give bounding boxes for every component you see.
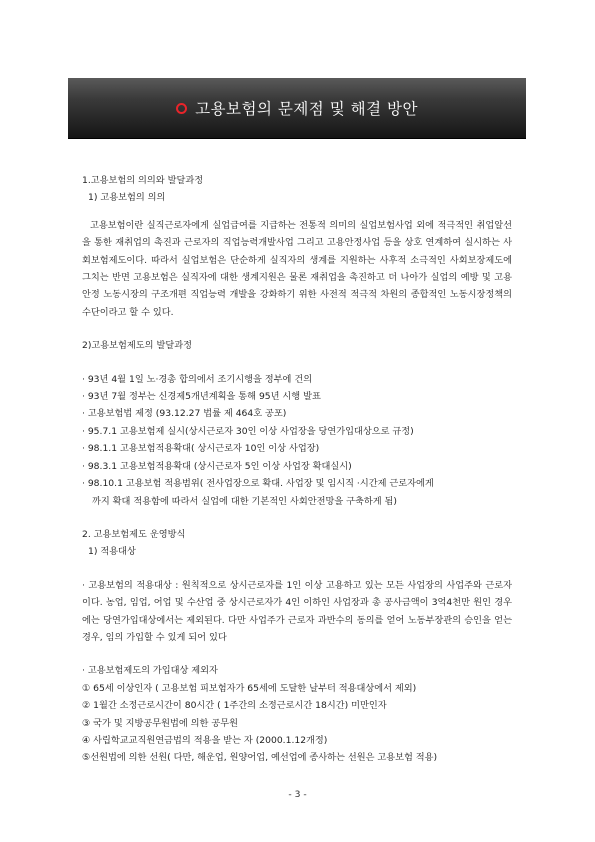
exclusion-list	[82, 680, 512, 767]
title-banner	[68, 78, 526, 139]
history-item: · 93년 7월 정부는 신경제5개년계획을 통해 95년 시행 발표	[82, 391, 321, 403]
spacer	[82, 207, 512, 217]
exclusion-item: ② 1월간 소정근로시간이 80시간 ( 1주간의 소정근로시간 18시간) 미만인자	[82, 700, 387, 712]
history-item: · 98.10.1 고용보험 적용범위( 전사업장으로 확대. 사업장 및 임시직 ·시간제 근로자에게	[82, 478, 434, 490]
history-item: · 98.3.1 고용보험적용확대 (상시근로자 5인 이상 사업장 확대실시)	[82, 460, 352, 472]
section1-heading: 1.고용보험의 의의와 발달과정	[82, 175, 204, 186]
history-item: · 93년 4월 1일 노·경총 합의에서 조기시행을 정부에 건의	[82, 373, 313, 385]
exclusion-item: ④ 사립학교교직원연금법의 적용을 받는 자 (2000.1.12개정)	[82, 734, 328, 746]
exclusion-item: ③ 국가 및 지방공무원법에 의한 공무원	[82, 717, 238, 729]
page-number: - 3 -	[288, 789, 307, 800]
spacer	[82, 646, 512, 662]
history-item: · 고용보험법 제정 (93.12.27 법률 제 464호 공포)	[82, 408, 287, 420]
section2-sub1-heading: 1) 적용대상	[88, 546, 136, 558]
spacer	[82, 561, 512, 577]
spacer	[82, 321, 512, 337]
spacer	[82, 355, 512, 371]
title-banner-inner	[176, 97, 418, 119]
circle-bullet-icon	[176, 103, 187, 114]
document-body	[82, 172, 512, 767]
exclusion-item: ① 65세 이상인자 ( 고용보험 피보험자가 65세에 도달한 날부터 적용대상에서 제외)	[82, 682, 417, 694]
history-item: · 98.1.1 고용보험적용확대( 상시근로자 10인 이상 사업장)	[82, 443, 320, 455]
section1-definition-paragraph: 고용보험이란 실직근로자에게 실업급여를 지급하는 전통적 의미의 실업보험사업 외에 적극적인 취업알선을 통한 재취업의 촉진과 근로자의 직업능력개발사업 그리고 고용안정사업 등을 상호 연계하여 실시하는 사회보험제도이다. 따라서 실업보험은 단순하게 실직자의 생계를 지원하는 사후적 소극적인 사회보장제도에 그치는 반면 고용보험은 실직자에 대한 생계지원은 물론 재취업을 촉진하고 더 나아가 실업의 예방 및 고용안정 노동시장의 구조개편 직업능력 개발을 강화하기 위한 사전적 적극적 차원의 종합적인 노동시장정책의 수단이라고 할 수 있다.	[82, 219, 512, 318]
exclusion-item: ⑤선원법에 의한 선원( 다만, 해운업, 원양어업, 예선업에 종사하는 선원은 고용보험 적용)	[82, 752, 438, 764]
exclusion-heading: · 고용보험제도의 가입대상 제외자	[82, 665, 218, 677]
document-title: 고용보험의 문제점 및 해결 방안	[195, 100, 418, 118]
spacer	[82, 510, 512, 526]
section1-sub2-heading: 2)고용보험제도의 발달과정	[82, 340, 192, 352]
section1-sub1-heading: 1) 고용보험의 의의	[88, 192, 166, 204]
history-list	[82, 371, 512, 510]
coverage-paragraph: · 고용보험의 적용대상 : 원칙적으로 상시근로자를 1인 이상 고용하고 있는 모든 사업장의 사업주와 근로자이다. 농업, 임업, 어업 및 수산업 중 상시근로자가 4인 이하인 사업장과 총 공사금액이 3억4천만 원인 경우에는 당연가입대상에서는 제외된다. 다만 사업주가 근로자 과반수의 동의를 얻어 노동부장관의 승인을 얻는 경우, 임의 가입할 수 있게 되어 있다	[82, 579, 512, 643]
history-item: · 95.7.1 고용보험제 실시(상시근로자 30인 이상 사업장을 당연가입대상으로 규정)	[82, 425, 414, 437]
history-item-continuation: 까지 확대 적용함에 따라서 실업에 대한 기본적인 사회안전망을 구축하게 됨)	[92, 495, 397, 507]
section2-heading: 2. 고용보험제도 운영방식	[82, 528, 186, 540]
